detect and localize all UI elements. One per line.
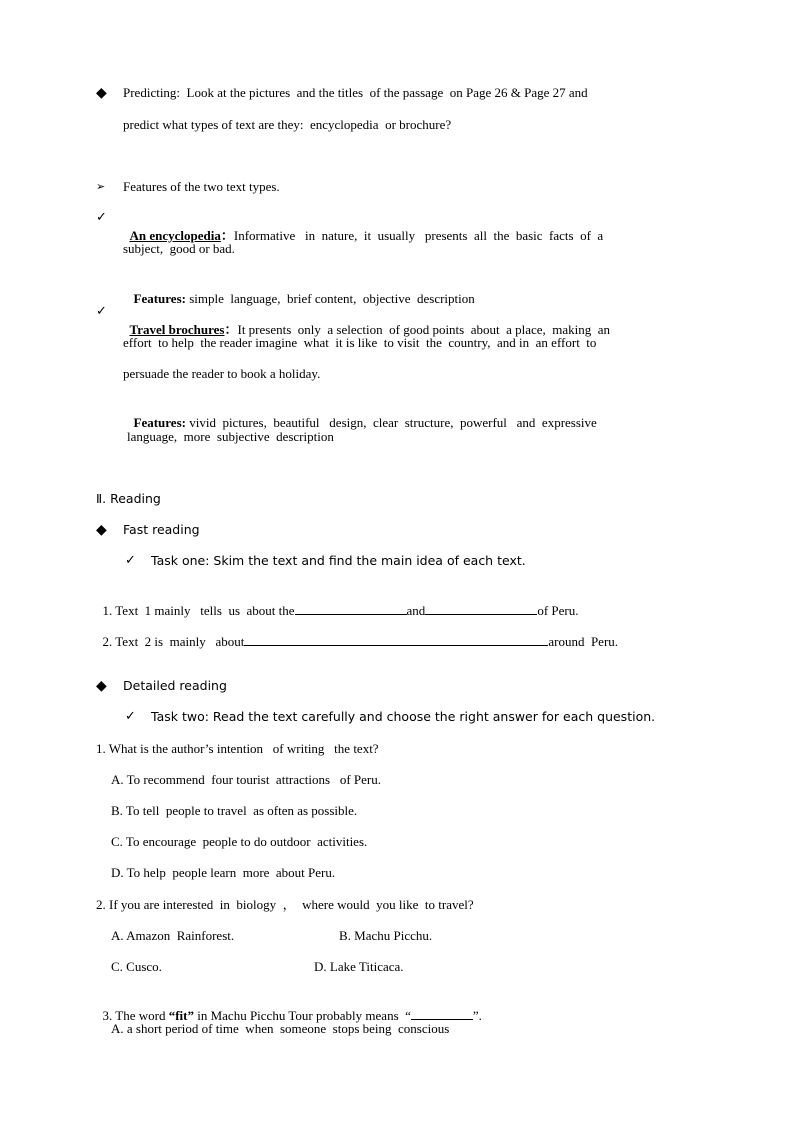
- answer-blank[interactable]: [244, 633, 548, 646]
- fast-question-1: 1. Text 1 mainly tells us about the and of Peru.: [102, 603, 579, 618]
- answer-blank[interactable]: [411, 1007, 473, 1020]
- answer-blank[interactable]: [295, 602, 407, 615]
- features-label: Features:: [133, 291, 186, 306]
- question-2-option-c: C. Cusco.: [111, 959, 162, 974]
- question-1-option-d: D. To help people learn more about Peru.: [111, 865, 336, 880]
- question-1-option-a: A. To recommend four tourist attractions of Peru.: [111, 772, 381, 787]
- brochures-line-2: effort to help the reader imagine what it is like to visit the country, and in an effort to: [123, 335, 597, 350]
- encyclopedia-line-2: subject, good or bad.: [123, 241, 235, 256]
- brochures-definition: It presents only a selection of good points about a place, making an: [237, 322, 611, 337]
- encyclopedia-features: Features: simple language, brief content, objective description: [133, 291, 475, 306]
- features-label: Features:: [133, 415, 186, 430]
- fast-question-2: 2. Text 2 is mainly about around Peru.: [102, 634, 619, 649]
- reading-section-heading: Ⅱ. Reading: [96, 491, 161, 506]
- diamond-bullet-icon: ◆: [96, 85, 107, 101]
- task-one: Task one: Skim the text and find the main idea of each text.: [151, 553, 526, 568]
- brochures-features-1: Features: vivid pictures, beautiful design, clear structure, powerful and expressive: [133, 415, 597, 430]
- highlighted-word: “fit”: [168, 1008, 194, 1023]
- checkmark-bullet-icon: ✓: [96, 210, 107, 225]
- detailed-reading-heading: Detailed reading: [123, 678, 227, 693]
- brochures-line-1: Travel brochures：It presents only a selection of good points about a place, making an: [129, 322, 611, 337]
- encyclopedia-line-1: An encyclopedia：Informative in nature, it usually presents all the basic facts of a: [129, 228, 604, 243]
- answer-blank[interactable]: [425, 602, 537, 615]
- brochures-features-2: language, more subjective description: [127, 429, 334, 444]
- encyclopedia-definition: Informative in nature, it usually presents all the basic facts of a: [233, 228, 604, 243]
- question-1: 1. What is the author’s intention of writing the text?: [96, 741, 379, 756]
- brochures-term: Travel brochures: [129, 322, 225, 337]
- question-2-option-a: A. Amazon Rainforest.: [111, 928, 235, 943]
- predicting-line-2: predict what types of text are they: encyclopedia or brochure?: [123, 117, 452, 132]
- checkmark-bullet-icon: ✓: [96, 304, 107, 319]
- brochures-line-3: persuade the reader to book a holiday.: [123, 366, 321, 381]
- encyclopedia-term: An encyclopedia: [129, 228, 221, 243]
- diamond-bullet-icon: ◆: [96, 522, 107, 538]
- fast-reading-heading: Fast reading: [123, 522, 200, 537]
- question-2: 2. If you are interested in biology ， where would you like to travel?: [96, 897, 474, 912]
- task-two: Task two: Read the text carefully and choose the right answer for each question.: [151, 709, 656, 724]
- arrow-bullet-icon: ➢: [96, 180, 106, 193]
- features-heading: Features of the two text types.: [123, 179, 280, 194]
- question-2-option-b: B. Machu Picchu.: [339, 928, 433, 943]
- diamond-bullet-icon: ◆: [96, 678, 107, 694]
- question-1-option-b: B. To tell people to travel as often as possible.: [111, 803, 358, 818]
- question-3: 3. The word “fit” in Machu Picchu Tour probably means “ ”.: [102, 1008, 482, 1023]
- checkmark-bullet-icon: ✓: [125, 709, 136, 724]
- question-1-option-c: C. To encourage people to do outdoor activities.: [111, 834, 368, 849]
- checkmark-bullet-icon: ✓: [125, 553, 136, 568]
- question-3-option-a: A. a short period of time when someone stops being conscious: [111, 1021, 450, 1036]
- predicting-line-1: Predicting: Look at the pictures and the titles of the passage on Page 26 & Page 27 and: [123, 85, 588, 100]
- question-2-option-d: D. Lake Titicaca.: [314, 959, 404, 974]
